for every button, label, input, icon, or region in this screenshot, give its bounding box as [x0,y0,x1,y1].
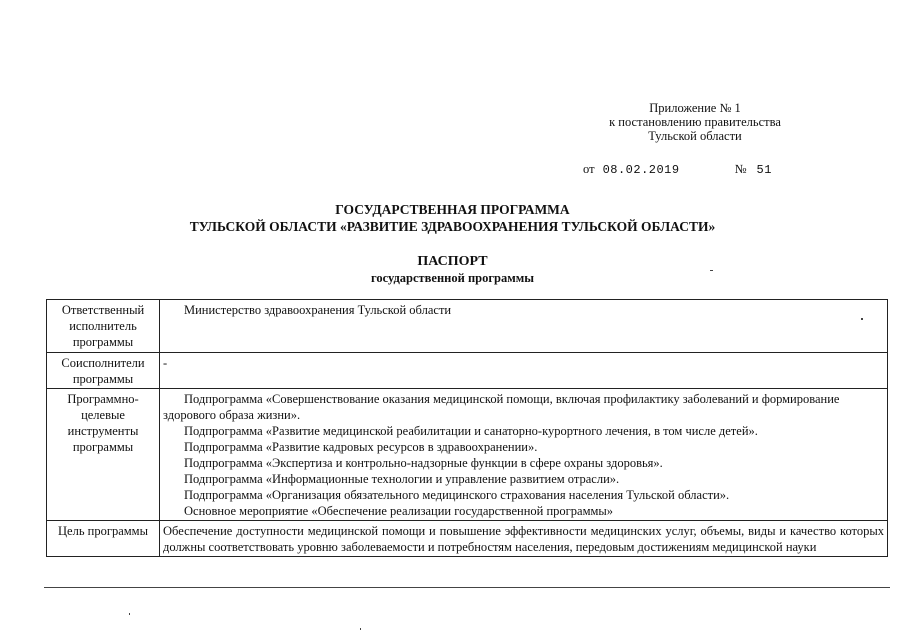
coexecutors-value: - [163,356,168,370]
program-title [0,201,905,235]
row-label-responsible: Ответственный исполнитель программы [47,300,160,353]
list-item: Подпрограмма «Развитие медицинской реабилитации и санаторно-курортного лечения, в том числе детей». [184,424,758,438]
annex-line-1: Приложение № 1 [649,101,741,115]
table-bottom-rule [44,587,890,588]
table-row [47,353,888,389]
scan-speck [710,270,713,271]
passport-heading: ПАСПОРТ [417,254,488,269]
program-title-line-1: ГОСУДАРСТВЕННАЯ ПРОГРАММА [335,202,570,217]
passport-subheading: государственной программы [370,271,535,285]
from-label: от [583,162,595,176]
annex-block [560,101,830,143]
passport-table [46,299,888,557]
annex-line-2: к постановлению правительства [609,115,781,129]
annex-line-3: Тульской области [648,129,742,143]
row-content-instruments [160,389,888,521]
scan-speck [360,628,361,630]
responsible-executor: Министерство здравоохранения Тульской области [184,303,452,317]
row-content-coexecutors [160,353,888,389]
scan-speck [861,318,863,320]
row-label-instruments: Программно-целевые инструменты программы [47,389,160,521]
number-label: № [734,162,747,176]
passport-heading-block [0,253,905,287]
table-row [47,300,888,353]
list-item: Подпрограмма «Информационные технологии и управление развитием отрасли». [184,472,620,486]
row-label-goal: Цель программы [47,521,160,557]
row-content-responsible [160,300,888,353]
table-row [47,389,888,521]
list-item: Подпрограмма «Развитие кадровых ресурсов в здравоохранении». [184,440,538,454]
list-item: Основное мероприятие «Обеспечение реализации государственной программы» [184,504,614,518]
program-title-line-2: ТУЛЬСКОЙ ОБЛАСТИ «РАЗВИТИЕ ЗДРАВООХРАНЕНИЯ ТУЛЬСКОЙ ОБЛАСТИ» [189,219,716,234]
list-item: Подпрограмма «Организация обязательного медицинского страхования населения Тульской области». [184,488,730,502]
list-item: Подпрограмма «Экспертиза и контрольно-надзорные функции в сфере охраны здоровья». [184,456,663,470]
document-number: 51 [756,163,772,177]
row-label-coexecutors: Соисполнители программы [47,353,160,389]
scan-speck [129,613,130,615]
program-goal: Обеспечение доступности медицинской помощи и повышение эффективности медицинских услуг, объемы, виды и качество которых должны соответствовать уровню заболеваемости и потребностям населения, передовым достижениям медицинской науки [163,524,884,554]
table-row [47,521,888,557]
row-content-goal [160,521,888,557]
document-date-number [583,162,772,177]
document-date: 08.02.2019 [602,163,680,177]
list-item: Подпрограмма «Совершенствование оказания медицинской помощи, включая профилактику заболеваний и формирование здорового образа жизни». [163,392,840,422]
